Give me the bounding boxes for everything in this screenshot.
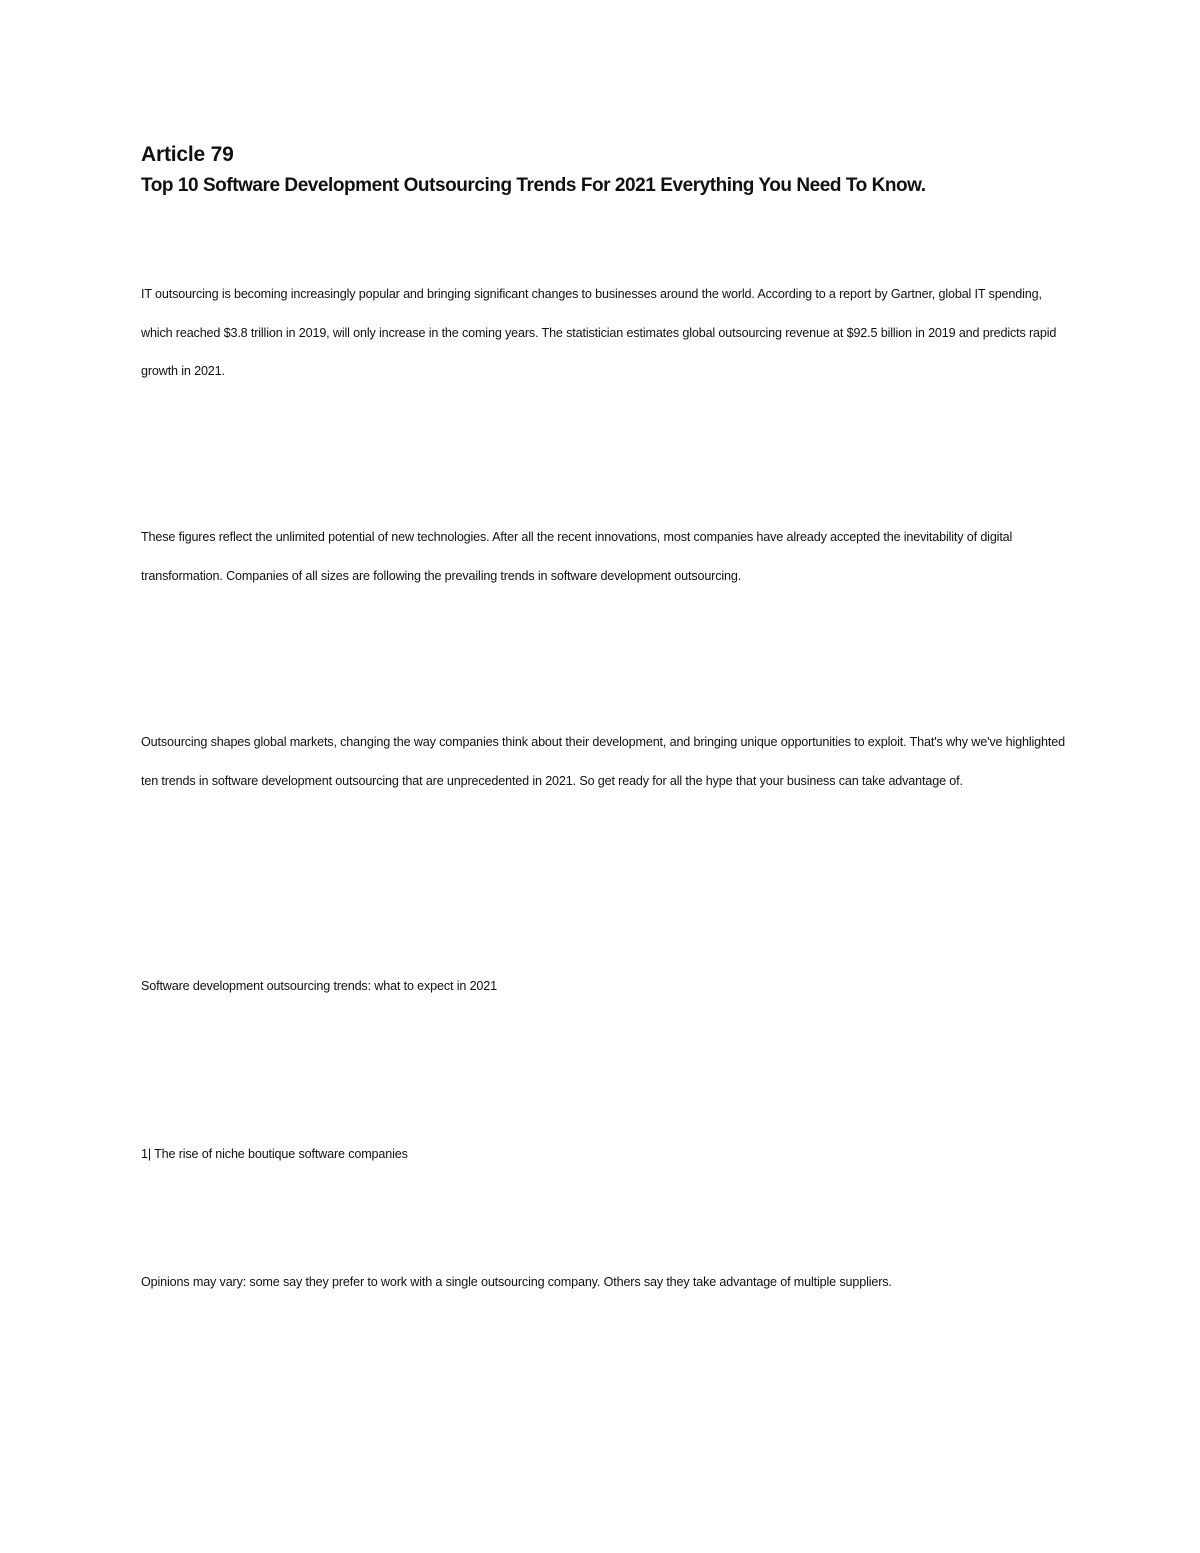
paragraph-intro: IT outsourcing is becoming increasingly popular and bringing significant changes to businesses around the world. According to a report by Gartner, global IT spending, which reached $3.8 trillion in 2019, will only increase in the coming years. The statistician estimates global outsourcing revenue at $92.5 billion in 2019 and predicts rapid growth in 2021. (141, 287, 1057, 378)
paragraph-opinions: Opinions may vary: some say they prefer to work with a single outsourcing company. Others say they take advantage of multiple suppliers. (141, 1275, 892, 1289)
paragraph-markets: Outsourcing shapes global markets, changing the way companies think about their development, and bringing unique opportunities to exploit. That's why we've highlighted ten trends in software development outsourcing that are unprecedented in 2021. So get ready for all the hype that your business can take advantage of. (141, 735, 1065, 788)
trend-heading-1: 1| The rise of niche boutique software companies (141, 1147, 408, 1161)
article-title: Top 10 Software Development Outsourcing Trends For 2021 Everything You Need To Know. (141, 175, 926, 196)
section-heading-trends: Software development outsourcing trends: what to expect in 2021 (141, 979, 497, 993)
paragraph-figures: These figures reflect the unlimited potential of new technologies. After all the recent innovations, most companies have already accepted the inevitability of digital transformation. Companies of all sizes are following the prevailing trends in software development outsourcing. (141, 530, 1013, 583)
article-number-heading: Article 79 (141, 143, 234, 166)
